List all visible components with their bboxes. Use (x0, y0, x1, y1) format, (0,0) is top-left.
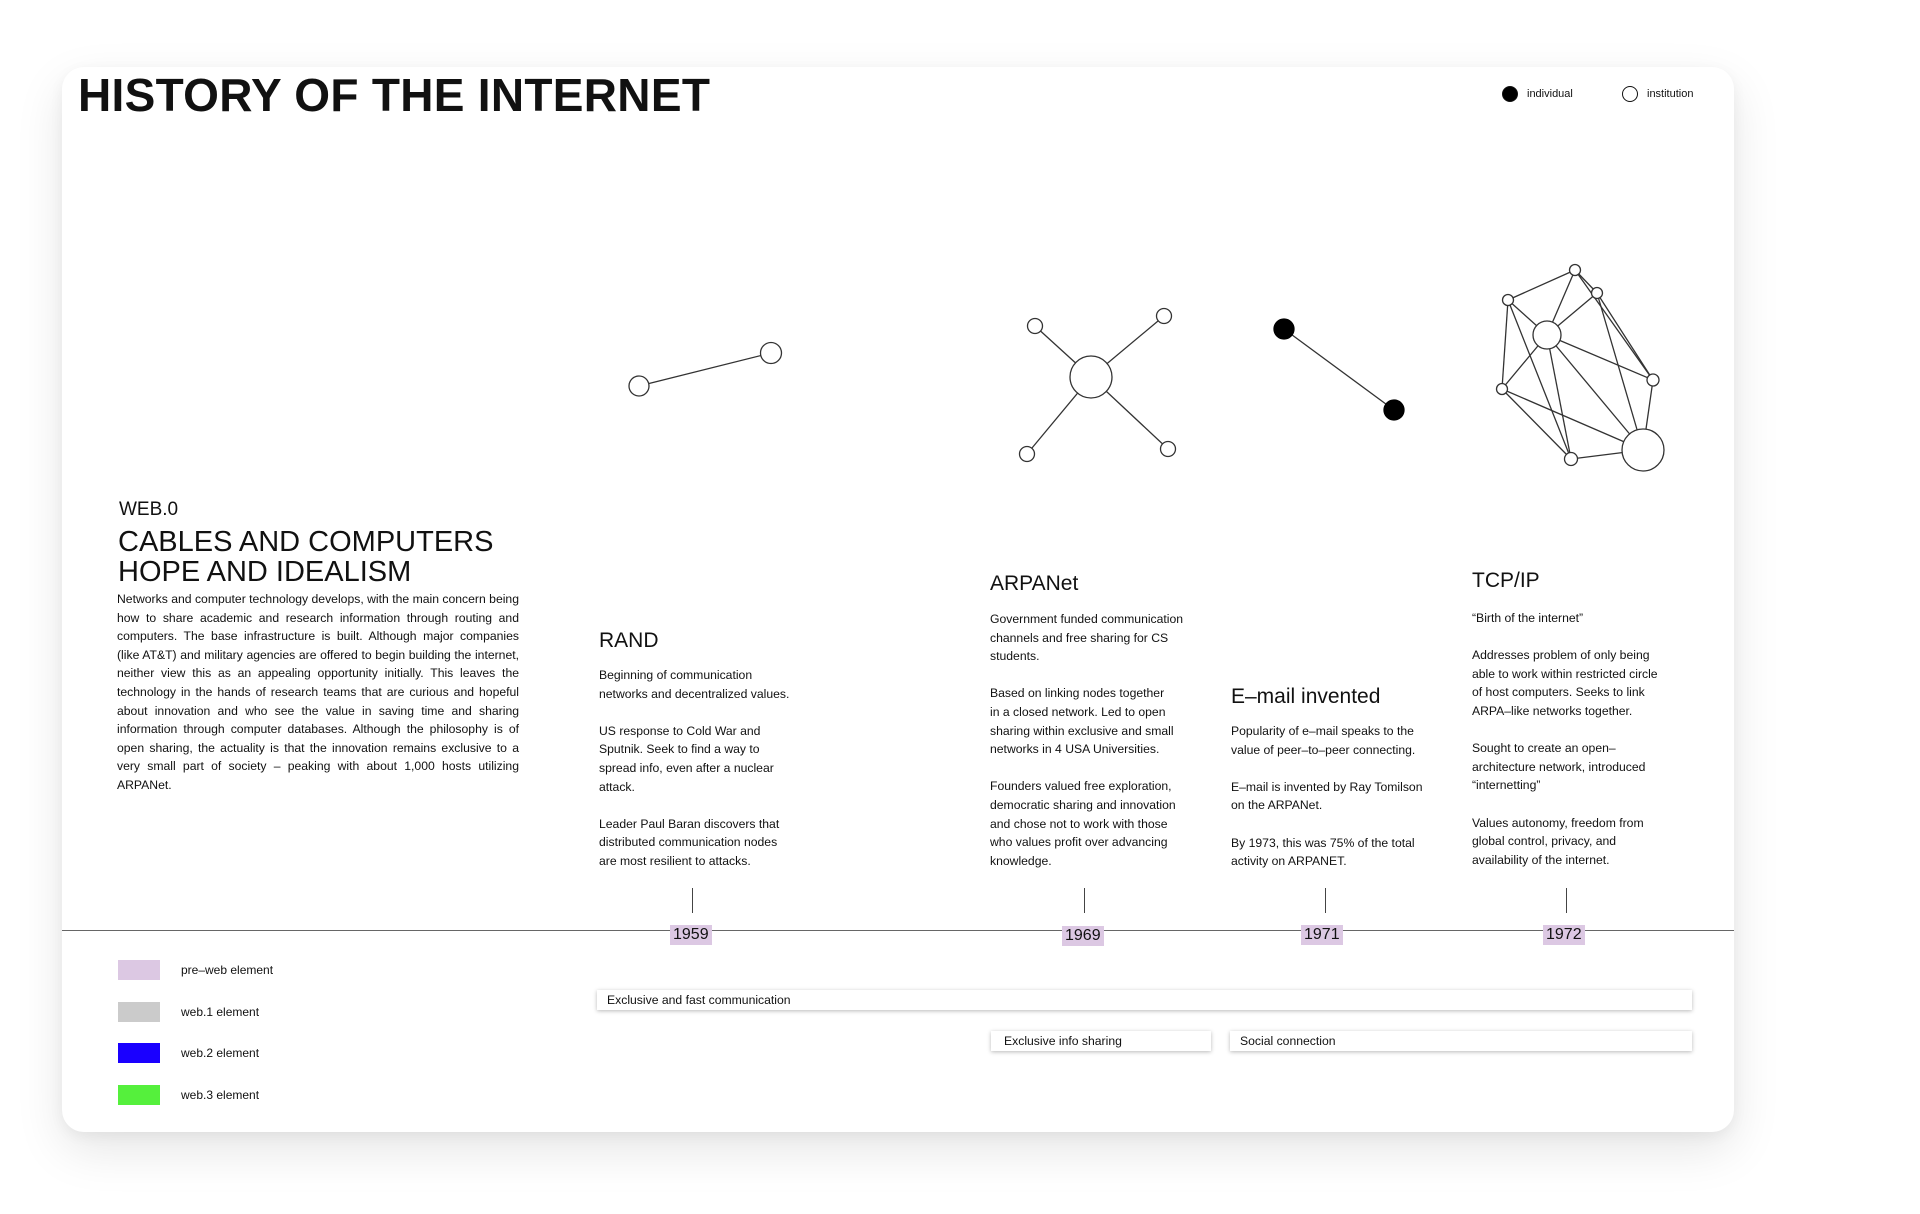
institution-node (1157, 309, 1172, 324)
legend-individual-label: individual (1527, 88, 1573, 100)
institution-node (761, 343, 782, 364)
institution-node (1028, 319, 1043, 334)
institution-node (1503, 295, 1514, 306)
institution-node (1533, 321, 1561, 349)
key-web3 (118, 1085, 259, 1105)
year-label: 1959 (670, 925, 712, 945)
event-title-arpanet: ARPANet (990, 572, 1079, 595)
key-web1 (118, 1002, 259, 1022)
year-label: 1969 (1062, 926, 1104, 946)
page-title: HISTORY OF THE INTERNET (78, 69, 711, 121)
year-label: 1972 (1543, 925, 1585, 945)
arpanet-network-icon (1020, 309, 1176, 462)
event-body-arpanet: Government funded communication channels and free sharing for CS students. Based on linking nodes together in a closed network. Led to open sharing within exclusive and small networks in 4 USA Universities. Founders valued free exploration, democratic sharing and innovation and chose not to work with those who values profit over advancing knowledge. (990, 612, 1184, 868)
event-title-email: E–mail invented (1231, 685, 1381, 708)
rand-network-icon (629, 343, 782, 397)
year-label: 1971 (1301, 925, 1343, 945)
key-web2 (118, 1043, 259, 1063)
span-bar-fast-communication: Exclusive and fast communication (597, 990, 1692, 1010)
timeline-tick (1325, 888, 1326, 913)
institution-node (1647, 374, 1659, 386)
event-body-email: Popularity of e–mail speaks to the value of peer–to–peer connecting. E–mail is invented by Ray Tomilson on the ARPANet. By 1973, this was 75% of the total activity on ARPANET. (1231, 724, 1423, 869)
span-bar-social-connection: Social connection (1230, 1031, 1692, 1051)
institution-node (1570, 265, 1581, 276)
timeline-axis (62, 930, 1734, 931)
individual-node (1274, 319, 1294, 339)
timeline-tick (692, 888, 693, 913)
era-title: CABLES AND COMPUTERS HOPE AND IDEALISM (118, 526, 494, 588)
institution-node (629, 376, 649, 396)
event-title-tcpip: TCP/IP (1472, 569, 1540, 592)
institution-node (1592, 288, 1603, 299)
institution-node (1497, 384, 1508, 395)
key-label: web.2 element (181, 1046, 260, 1060)
email-network-icon (1274, 319, 1404, 420)
span-bar-info-sharing: Exclusive info sharing (991, 1031, 1211, 1051)
era-description: Networks and computer technology develops, with the main concern being how to share academic and research information through routing and computers. The base infrastructure is built. Although major companies (like AT&T) and military agencies are offered to begin building the internet, neither view this as an appealing opportunity initially. This leaves the technology in the hands of research teams that are curious and hopeful about innovation and who see the value in saving time and sharing information through computer databases. Although the philosophy is of open sharing, the actuality is that the innovation remains exclusive to a very small part of society – peaking with about 1,000 hosts utilizing ARPANet. (117, 592, 519, 792)
key-pre-web (118, 960, 273, 980)
institution-node (1020, 447, 1035, 462)
institution-node (1565, 453, 1578, 466)
key-label: web.3 element (181, 1088, 260, 1102)
institution-node (1161, 442, 1176, 457)
web3-swatch (118, 1085, 160, 1105)
web1-swatch (118, 1002, 160, 1022)
event-title-rand: RAND (599, 629, 659, 652)
event-body-rand: Beginning of communication networks and decentralized values. US response to Cold War and Sputnik. Seek to find a way to spread info, even after a nuclear attack. Leader Paul Baran discovers that distributed communication nodes are most resilient to attacks. (599, 668, 790, 868)
key-label: pre–web element (181, 963, 274, 977)
institution-hub-node (1622, 429, 1664, 471)
event-body-tcpip: “Birth of the internet” Addresses problem of only being able to work within restricted circle of host computers. Seeks to link ARPA–like networks together. Sought to create an open– architecture network, introduced “internetting” Values autonomy, freedom from global control, privacy, and availability of the internet. (1472, 611, 1658, 867)
pre-web-swatch (118, 960, 160, 980)
tcpip-network-icon (1497, 265, 1665, 472)
timeline-tick (1566, 888, 1567, 913)
individual-node (1384, 400, 1404, 420)
timeline-tick (1084, 888, 1085, 913)
web2-swatch (118, 1043, 160, 1063)
era-label: WEB.0 (119, 499, 179, 520)
institution-hub-node (1070, 356, 1112, 398)
legend-institution-label: institution (1647, 88, 1694, 100)
key-label: web.1 element (181, 1005, 260, 1019)
